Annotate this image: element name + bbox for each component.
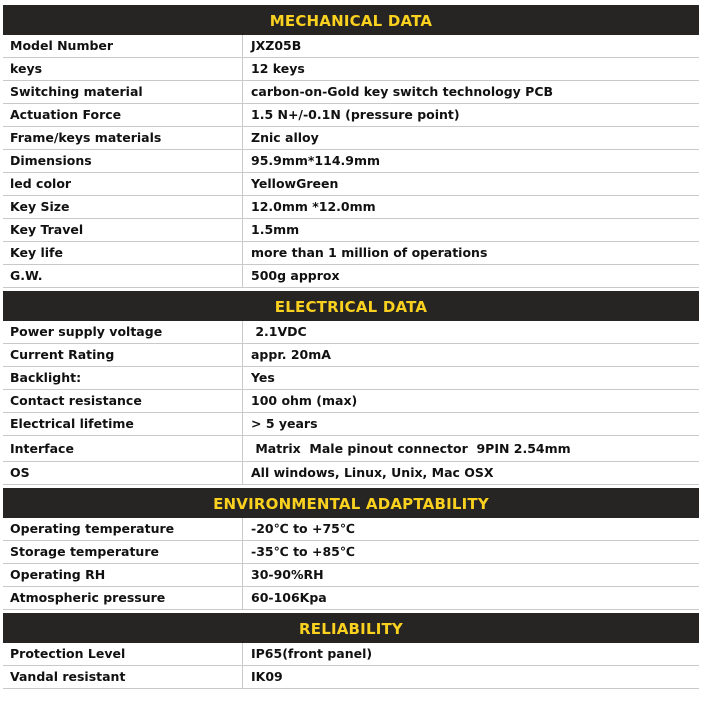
spec-label: Protection Level — [3, 643, 243, 665]
spec-label: Contact resistance — [3, 390, 243, 412]
spec-row — [3, 173, 699, 196]
spec-label: Atmospheric pressure — [3, 587, 243, 609]
spec-row — [3, 436, 699, 462]
spec-value: more than 1 million of operations — [251, 245, 488, 260]
spec-row — [3, 219, 699, 242]
spec-label: Frame/keys materials — [3, 127, 243, 149]
spec-value: 12 keys — [251, 61, 305, 76]
spec-section — [3, 488, 699, 610]
spec-row — [3, 150, 699, 173]
spec-label: Model Number — [3, 35, 243, 57]
spec-label: OS — [3, 462, 243, 484]
spec-label: Actuation Force — [3, 104, 243, 126]
spec-row — [3, 35, 699, 58]
spec-value: 1.5 N+/-0.1N (pressure point) — [251, 107, 460, 122]
spec-value: 2.1VDC — [251, 324, 307, 339]
spec-row — [3, 413, 699, 436]
section-header: MECHANICAL DATA — [3, 5, 699, 35]
spec-value: 60-106Kpa — [251, 590, 327, 605]
spec-row — [3, 462, 699, 485]
spec-label: Electrical lifetime — [3, 413, 243, 435]
spec-label: Operating RH — [3, 564, 243, 586]
spec-row — [3, 666, 699, 689]
spec-value: -20℃ to +75℃ — [251, 521, 355, 536]
spec-section — [3, 291, 699, 485]
spec-section — [3, 613, 699, 689]
spec-value: YellowGreen — [251, 176, 339, 191]
spec-label: Key Travel — [3, 219, 243, 241]
spec-row — [3, 265, 699, 288]
spec-sheet — [3, 5, 699, 689]
spec-row — [3, 344, 699, 367]
spec-label: G.W. — [3, 265, 243, 287]
spec-label: Vandal resistant — [3, 666, 243, 688]
spec-label: Power supply voltage — [3, 321, 243, 343]
spec-value: Znic alloy — [251, 130, 319, 145]
spec-value: -35℃ to +85℃ — [251, 544, 355, 559]
spec-label: Switching material — [3, 81, 243, 103]
spec-label: Current Rating — [3, 344, 243, 366]
spec-value: appr. 20mA — [251, 347, 331, 362]
spec-row — [3, 587, 699, 610]
spec-row — [3, 81, 699, 104]
spec-value: 500g approx — [251, 268, 340, 283]
spec-row — [3, 518, 699, 541]
spec-row — [3, 390, 699, 413]
spec-section — [3, 5, 699, 288]
spec-row — [3, 541, 699, 564]
spec-row — [3, 564, 699, 587]
section-header: RELIABILITY — [3, 613, 699, 643]
spec-label: Dimensions — [3, 150, 243, 172]
spec-value: 12.0mm *12.0mm — [251, 199, 376, 214]
spec-value: 30-90%RH — [251, 567, 324, 582]
spec-row — [3, 367, 699, 390]
spec-value: Yes — [251, 370, 275, 385]
spec-value: > 5 years — [251, 416, 318, 431]
spec-label: keys — [3, 58, 243, 80]
spec-value: carbon-on-Gold key switch technology PCB — [251, 84, 554, 99]
spec-row — [3, 127, 699, 150]
spec-label: Backlight: — [3, 367, 243, 389]
spec-value: 1.5mm — [251, 222, 300, 237]
spec-label: led color — [3, 173, 243, 195]
section-header: ELECTRICAL DATA — [3, 291, 699, 321]
spec-value: All windows, Linux, Unix, Mac OSX — [251, 465, 494, 480]
spec-label: Key life — [3, 242, 243, 264]
spec-value: 95.9mm*114.9mm — [251, 153, 381, 168]
spec-value: IP65(front panel) — [251, 646, 373, 661]
spec-value: IK09 — [251, 669, 283, 684]
spec-row — [3, 643, 699, 666]
spec-row — [3, 321, 699, 344]
spec-value: 100 ohm (max) — [251, 393, 358, 408]
spec-label: Storage temperature — [3, 541, 243, 563]
spec-label: Operating temperature — [3, 518, 243, 540]
spec-label: Key Size — [3, 196, 243, 218]
spec-row — [3, 242, 699, 265]
spec-label: Interface — [3, 436, 243, 461]
spec-row — [3, 196, 699, 219]
spec-row — [3, 58, 699, 81]
spec-value: Matrix Male pinout connector 9PIN 2.54mm — [251, 441, 571, 456]
spec-row — [3, 104, 699, 127]
section-header: ENVIRONMENTAL ADAPTABILITY — [3, 488, 699, 518]
spec-value: JXZ05B — [251, 38, 302, 53]
